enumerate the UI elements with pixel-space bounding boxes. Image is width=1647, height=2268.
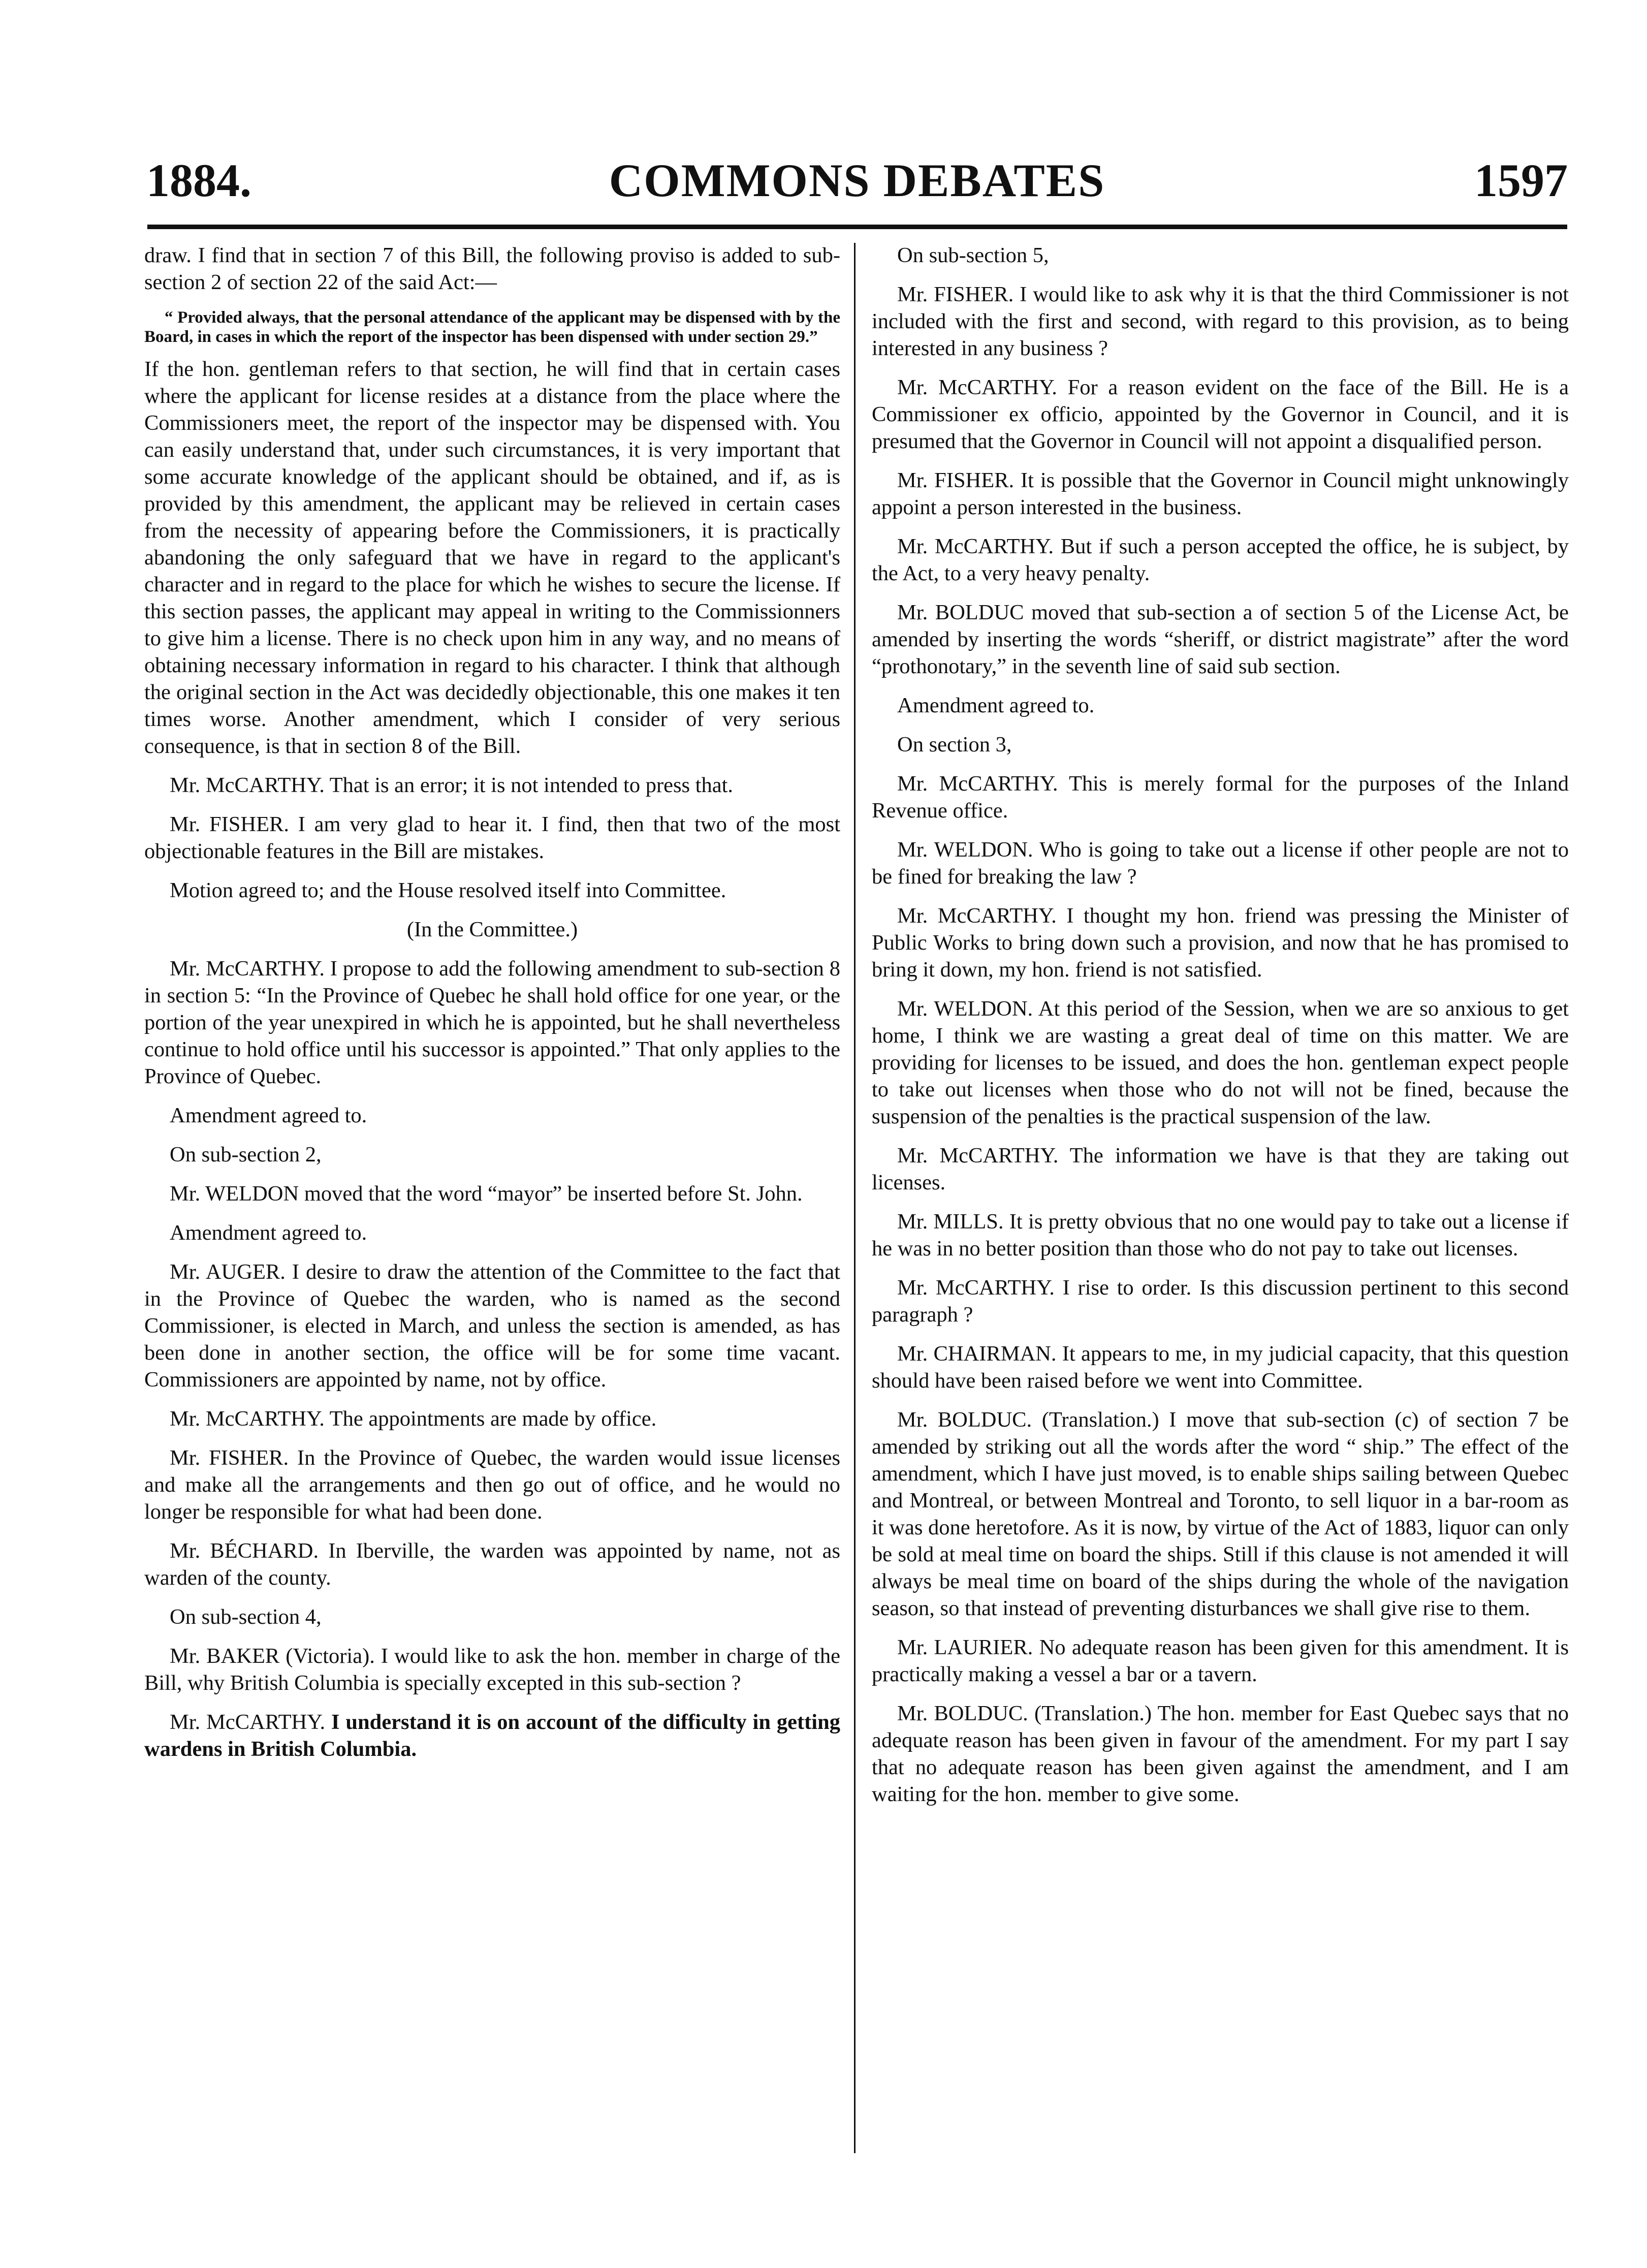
speech-text: Who is going to take out a license if other people are not to be fined for breaking the law ?: [872, 838, 1569, 889]
speech-text: The information we have is that they are taking out licenses.: [872, 1144, 1569, 1194]
header-year: 1884.: [146, 154, 251, 206]
speaker-name: Mr. McCARTHY.: [897, 904, 1057, 928]
speech-text: moved that sub-section a of section 5 of the License Act, be amended by inserting the words “sheriff, or district magistrate” after the word “prothonotary,” in the seventh line of said sub section.: [872, 601, 1569, 678]
section-heading: (In the Committee.): [406, 918, 578, 941]
debate-paragraph: [144, 955, 840, 1090]
speech-text: In Iberville, the warden was appointed by name, not as warden of the county.: [144, 1539, 840, 1590]
speaker-name: Mr. AUGER.: [170, 1260, 286, 1284]
debate-paragraph: [872, 1142, 1569, 1196]
speaker-name: Mr. McCARTHY.: [170, 1407, 325, 1431]
debate-paragraph: [872, 1274, 1569, 1328]
speech-text: (Victoria). I would like to ask the hon. member in charge of the Bill, why British Columbia is specially excepted in this sub-section ?: [144, 1644, 841, 1695]
debate-paragraph: [872, 1634, 1569, 1688]
debate-paragraph: [872, 599, 1569, 680]
speech-text: I propose to add the following amendment to sub-section 8 in section 5: “In the Province of Quebec he shall hold office for one year, or the portion of the year unexpired in which he is appointed, but he shall nevertheless continue to hold office until his successor is appointed.” That only applies to the Province of Quebec.: [144, 957, 841, 1088]
debate-paragraph: [872, 281, 1569, 362]
speaker-name: Mr. McCARTHY.: [897, 375, 1057, 399]
debate-paragraph: [144, 772, 840, 799]
debate-paragraph: [872, 1340, 1569, 1394]
debate-paragraph: [144, 877, 840, 904]
speech-text: moved that the word “mayor” be inserted before St. John.: [299, 1182, 803, 1206]
debate-paragraph: [872, 902, 1569, 983]
speaker-name: Mr. BAKER: [170, 1644, 280, 1668]
speech-text: (Translation.) I move that sub-section (c) of section 7 be amended by striking out all the words after the word “ ship.” The effect of the amendment, which I have just moved, is to enable ships sailing between Quebec and Montreal, or between Montreal and Toronto, to sell liquor in a bar-room as it was done heretofore. As it is now, by virtue of the Act of 1883, liquor can only be sold at meal time on board the ships. Still if this clause is not amended it will always be meal time on board of the ships during the whole of the navigation season, so that instead of preventing disturbances we shall give rise to them.: [872, 1408, 1569, 1620]
debate-paragraph: [144, 242, 840, 296]
speaker-name: Mr. McCARTHY.: [897, 534, 1054, 558]
speech-text: At this period of the Session, when we are so anxious to get home, I think we are wasting a great deal of time on this matter. We are providing for licenses to be issued, and does the hon. gentleman expect people to take out licenses when those who do not will not be fined, because the suspension of the penalties is the practical suspension of the law.: [872, 997, 1569, 1128]
speech-text: I would like to ask why it is that the third Commissioner is not included with the first and second, with regard to this provision, as to being interested in any business ?: [872, 282, 1569, 360]
debate-paragraph: [144, 1444, 840, 1525]
speaker-name: Mr. WELDON.: [897, 997, 1033, 1021]
debate-paragraph: [144, 356, 840, 760]
speech-text: On sub-section 4,: [170, 1605, 322, 1629]
debate-paragraph: [872, 836, 1569, 890]
speech-text: I thought my hon. friend was pressing the Minister of Public Works to bring down such a provision, and now that he has promised to bring it down, my hon. friend is not satisfied.: [872, 904, 1569, 982]
debate-paragraph: [144, 1405, 840, 1432]
speech-text: On sub-section 2,: [170, 1143, 322, 1167]
speech-text: No adequate reason has been given for this amendment. It is practically making a vessel a bar or a tavern.: [872, 1635, 1569, 1686]
speaker-name: Mr. CHAIRMAN.: [897, 1342, 1057, 1366]
speaker-name: Mr. BOLDUC.: [897, 1408, 1032, 1432]
debate-paragraph: [872, 995, 1569, 1130]
debate-paragraph: [872, 731, 1569, 758]
debate-paragraph: [144, 1537, 840, 1591]
debate-paragraph: [872, 692, 1569, 719]
debate-paragraph: [872, 374, 1569, 455]
speech-text: It is pretty obvious that no one would pay to take out a license if he was in no better position than those who do not pay to take out licenses.: [872, 1210, 1569, 1261]
speech-text: Motion agreed to; and the House resolved itself into Committee.: [170, 878, 726, 902]
speech-text: I understand it is on account of the difficulty in getting wardens in British Columbia.: [144, 1710, 840, 1761]
left-column: [144, 242, 840, 1775]
speech-text: I am very glad to hear it. I find, then that two of the most objectionable features in the Bill are mistakes.: [144, 812, 841, 863]
header-title: COMMONS DEBATES: [609, 154, 1105, 206]
header-rule: [147, 225, 1567, 229]
speaker-name: Mr. FISHER.: [897, 468, 1015, 492]
speaker-name: Mr. McCARTHY.: [170, 773, 325, 797]
debate-paragraph: [872, 770, 1569, 824]
speech-text: That is an error; it is not intended to press that.: [324, 773, 734, 797]
speech-text: For a reason evident on the face of the Bill. He is a Commissioner ex officio, appointed by the Governor in Council, and it is presumed that the Governor in Council will not appoint a disqualified person.: [872, 375, 1569, 453]
speech-text: I desire to draw the attention of the Committee to the fact that in the Province of Quebec the warden, who is named as the second Commissioner, is elected in March, and unless the section is amended, as has been done in another section, the office will be for some time vacant. Commissioners are appointed by name, not by office.: [144, 1260, 840, 1392]
column-divider: [854, 243, 856, 2153]
page-header: [146, 152, 1568, 208]
debate-paragraph: [144, 1258, 840, 1393]
speaker-name: Mr. LAURIER.: [897, 1635, 1033, 1659]
debate-paragraph: [144, 1643, 840, 1696]
debate-paragraph: [872, 467, 1569, 521]
speech-text: On sub-section 5,: [897, 243, 1049, 267]
speech-text: Amendment agreed to.: [170, 1104, 367, 1127]
speech-text: On section 3,: [897, 733, 1012, 757]
debate-paragraph: [144, 1219, 840, 1246]
debate-paragraph: [872, 1208, 1569, 1262]
speaker-name: Mr. McCARTHY.: [897, 772, 1058, 796]
debate-paragraph: [144, 811, 840, 865]
speech-text: Amendment agreed to.: [170, 1221, 367, 1245]
debate-paragraph: [144, 1180, 840, 1207]
speech-text: Amendment agreed to.: [897, 694, 1095, 717]
speech-text: If the hon. gentleman refers to that section, he will find that in certain cases where the applicant for license resides at a distance from the place where the Commissioners meet, the report of the inspector may be dispensed with. You can easily understand that, under such circumstances, it is very important that some accurate knowledge of the applicant should be obtained, and if, as is provided by this amendment, the applicant may be relieved in certain cases from the necessity of appearing before the Commissioners, it is practically abandoning the only safeguard that we have in regard to the applicant's character and in regard to the place for which he wishes to secure the license. If this section passes, the applicant may appeal in writing to the Commissionners to give him a license. There is no check upon him in any way, and no means of obtaining necessary information in regard to his character. I think that although the original section in the Act was decidedly objectionable, this one makes it ten times worse. Another amendment, which I consider of very serious consequence, is that in section 8 of the Bill.: [144, 357, 840, 758]
speaker-name: Mr. McCARTHY.: [897, 1144, 1059, 1168]
quoted-proviso: “ Provided always, that the personal attendance of the applicant may be dispensed with by the Board, in cases in which the report of the inspector has been dispensed with under section 29.”: [144, 308, 840, 346]
debate-paragraph: [144, 1603, 840, 1630]
speaker-name: Mr. BÉCHARD.: [170, 1539, 319, 1563]
speaker-name: Mr. McCARTHY.: [170, 1710, 326, 1734]
speaker-name: Mr. WELDON: [170, 1182, 299, 1206]
debate-paragraph: [872, 242, 1569, 269]
speech-text: In the Province of Quebec, the warden would issue licenses and make all the arrangements and then go out of office, and he would no longer be responsible for what had been done.: [144, 1446, 840, 1524]
speech-text: (Translation.) The hon. member for East Quebec says that no adequate reason has been given in favour of the amendment. For my part I say that no adequate reason has been given against the amendment, and I am waiting for the hon. member to give some.: [872, 1702, 1569, 1806]
speaker-name: Mr. BOLDUC: [897, 601, 1024, 624]
speech-text: It appears to me, in my judicial capacity, that this question should have been raised before we went into Committee.: [872, 1342, 1569, 1393]
speaker-name: Mr. BOLDUC.: [897, 1702, 1028, 1725]
speaker-name: Mr. WELDON.: [897, 838, 1033, 862]
debate-paragraph: [872, 1406, 1569, 1622]
debate-paragraph: [872, 1700, 1569, 1808]
speech-text: The appointments are made by office.: [324, 1407, 657, 1431]
debate-paragraph: [144, 1102, 840, 1129]
speaker-name: Mr. McCARTHY.: [897, 1276, 1055, 1300]
speaker-name: Mr. FISHER.: [897, 282, 1014, 306]
speech-text: draw. I find that in section 7 of this Bill, the following proviso is added to sub-section 2 of section 22 of the said Act:—: [144, 243, 840, 294]
speech-text: I rise to order. Is this discussion pertinent to this second paragraph ?: [872, 1276, 1569, 1327]
speaker-name: Mr. FISHER.: [170, 812, 290, 836]
speaker-name: Mr. MILLS.: [897, 1210, 1004, 1234]
debate-paragraph: [872, 533, 1569, 587]
speech-text: This is merely formal for the purposes of the Inland Revenue office.: [872, 772, 1569, 823]
speaker-name: Mr. FISHER.: [170, 1446, 289, 1470]
speech-text: But if such a person accepted the office, he is subject, by the Act, to a very heavy penalty.: [872, 534, 1569, 585]
speech-text: It is possible that the Governor in Council might unknowingly appoint a person interested in the business.: [872, 468, 1569, 519]
debate-paragraph: [144, 1709, 840, 1762]
speaker-name: Mr. McCARTHY.: [170, 957, 325, 981]
debate-paragraph: [144, 1141, 840, 1168]
header-page-number: 1597: [1474, 154, 1568, 206]
right-column: [872, 242, 1569, 1820]
